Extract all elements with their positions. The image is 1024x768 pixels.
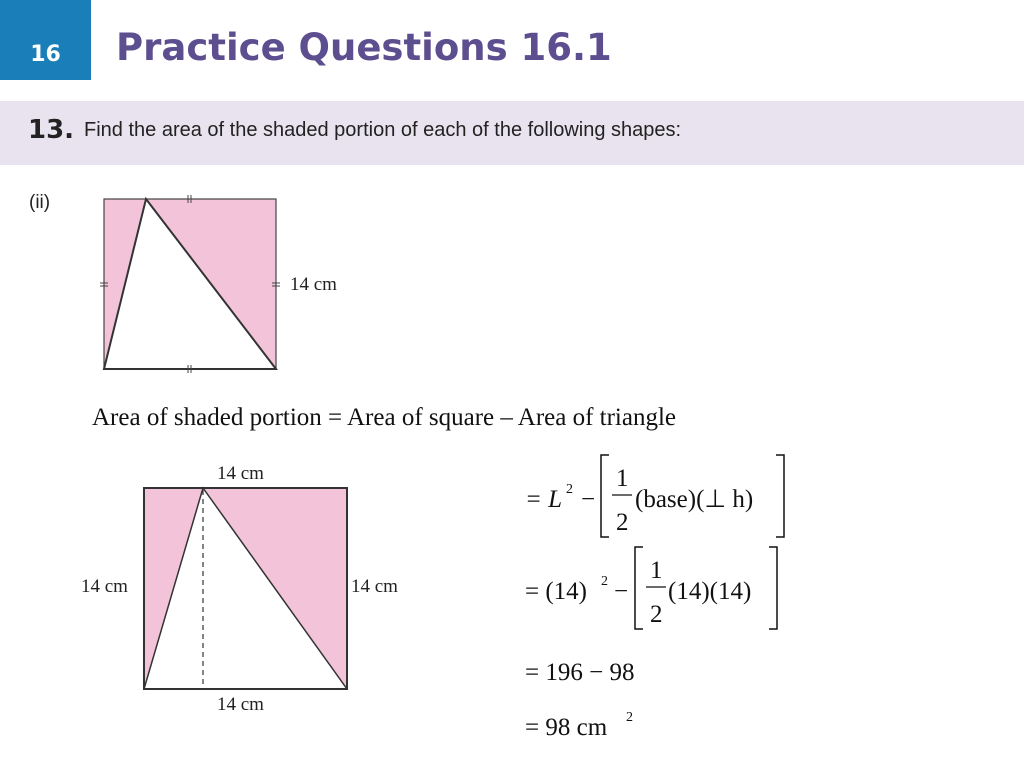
question-number: 13. <box>28 115 75 145</box>
question-text: Find the area of the shaded portion of each of the following shapes: <box>84 119 682 141</box>
step2-minus: − <box>614 578 629 605</box>
equation-step4 <box>525 710 633 741</box>
label-left: 14 cm <box>81 576 128 597</box>
step2-num: 1 <box>650 557 663 584</box>
label-top: 14 cm <box>217 463 264 484</box>
equation-step2 <box>525 547 777 629</box>
page-title: Practice Questions 16.1 <box>116 26 612 69</box>
equation-step1 <box>525 455 784 537</box>
step2-exp: 2 <box>601 574 608 589</box>
step4-value: = 98 cm <box>525 714 608 741</box>
part-label: (ii) <box>29 192 51 213</box>
label-bottom: 14 cm <box>217 694 264 715</box>
step1-rest: (base)(⊥ h) <box>635 486 754 513</box>
step2-lhs: = (14) <box>525 578 587 605</box>
step1-exp: 2 <box>566 482 573 497</box>
step1-minus: − <box>581 486 596 513</box>
step2-rest: (14)(14) <box>668 578 752 605</box>
small-side-label: 14 cm <box>290 274 337 295</box>
step1-den: 2 <box>616 509 629 536</box>
chapter-number: 16 <box>30 42 61 67</box>
step4-exp: 2 <box>626 710 633 725</box>
step1-num: 1 <box>616 465 629 492</box>
label-right: 14 cm <box>351 576 398 597</box>
solution-statement: Area of shaded portion = Area of square – Area of triangle <box>92 404 677 431</box>
step2-den: 2 <box>650 601 663 628</box>
equation-step3: = 196 − 98 <box>525 659 635 686</box>
step1-lhs: = L <box>525 486 563 513</box>
